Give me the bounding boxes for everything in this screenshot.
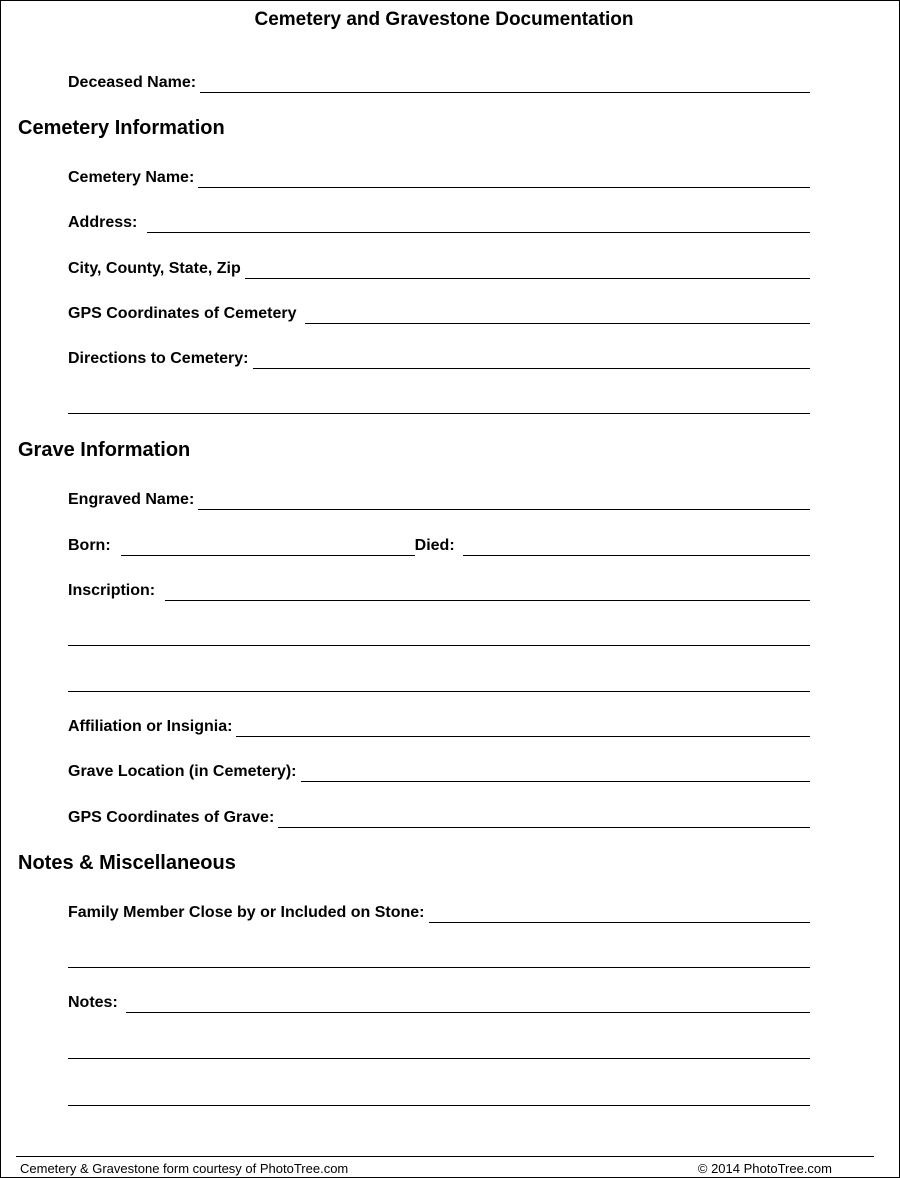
city-county-state-zip-label: City, County, State, Zip <box>68 260 241 277</box>
deceased-name-label: Deceased Name: <box>68 74 197 91</box>
cemetery-name-row <box>68 164 810 188</box>
address-label: Address: <box>68 214 138 231</box>
notes-row-3 <box>68 1082 810 1106</box>
inscription-input-2[interactable] <box>68 622 810 646</box>
directions-row-2 <box>68 390 810 414</box>
notes-input-2[interactable] <box>68 1035 810 1059</box>
notes-section-heading: Notes & Miscellaneous <box>18 852 236 874</box>
born-label: Born: <box>68 537 111 554</box>
notes-input[interactable] <box>126 989 810 1013</box>
notes-row-2 <box>68 1035 810 1059</box>
notes-label: Notes: <box>68 994 118 1011</box>
engraved-name-row <box>68 486 810 510</box>
cemetery-gps-input[interactable] <box>305 300 811 324</box>
document-title: Cemetery and Gravestone Documentation <box>254 9 634 30</box>
deceased-name-input[interactable] <box>200 69 810 93</box>
grave-location-label: Grave Location (in Cemetery): <box>68 763 297 780</box>
notes-row <box>68 989 810 1013</box>
family-member-label: Family Member Close by or Included on Stone: <box>68 904 425 921</box>
affiliation-input[interactable] <box>236 713 810 737</box>
grave-location-row <box>68 758 810 782</box>
inscription-row <box>68 577 810 601</box>
notes-input-3[interactable] <box>68 1082 810 1106</box>
engraved-name-label: Engraved Name: <box>68 491 195 508</box>
address-row <box>68 209 810 233</box>
affiliation-label: Affiliation or Insignia: <box>68 718 233 735</box>
family-member-row <box>68 899 810 923</box>
grave-gps-input[interactable] <box>278 804 810 828</box>
inscription-input[interactable] <box>165 577 810 601</box>
grave-section-heading: Grave Information <box>18 439 191 461</box>
grave-gps-row <box>68 804 810 828</box>
engraved-name-input[interactable] <box>198 486 810 510</box>
footer-copyright: © 2014 PhotoTree.com <box>697 1161 832 1176</box>
city-county-state-zip-row <box>68 255 810 279</box>
footer-divider <box>16 1156 874 1157</box>
directions-input[interactable] <box>253 345 811 369</box>
address-input[interactable] <box>147 209 810 233</box>
grave-gps-label: GPS Coordinates of Grave: <box>68 809 275 826</box>
inscription-row-2 <box>68 622 810 646</box>
footer-credit: Cemetery & Gravestone form courtesy of PhotoTree.com <box>20 1161 349 1176</box>
directions-label: Directions to Cemetery: <box>68 350 249 367</box>
died-label: Died: <box>414 537 455 554</box>
city-county-state-zip-input[interactable] <box>245 255 810 279</box>
directions-input-2[interactable] <box>68 390 810 414</box>
born-input[interactable] <box>121 532 415 556</box>
family-member-input[interactable] <box>429 899 811 923</box>
born-died-row <box>68 532 810 556</box>
cemetery-gps-row <box>68 300 810 324</box>
cemetery-section-heading: Cemetery Information <box>18 117 225 139</box>
cemetery-name-input[interactable] <box>198 164 810 188</box>
deceased-name-row <box>68 69 810 93</box>
cemetery-gps-label: GPS Coordinates of Cemetery <box>68 305 297 322</box>
cemetery-name-label: Cemetery Name: <box>68 169 195 186</box>
died-input[interactable] <box>463 532 810 556</box>
inscription-label: Inscription: <box>68 582 156 599</box>
grave-location-input[interactable] <box>301 758 811 782</box>
family-member-input-2[interactable] <box>68 944 810 968</box>
affiliation-row <box>68 713 810 737</box>
directions-row <box>68 345 810 369</box>
inscription-input-3[interactable] <box>68 668 810 692</box>
inscription-row-3 <box>68 668 810 692</box>
family-member-row-2 <box>68 944 810 968</box>
